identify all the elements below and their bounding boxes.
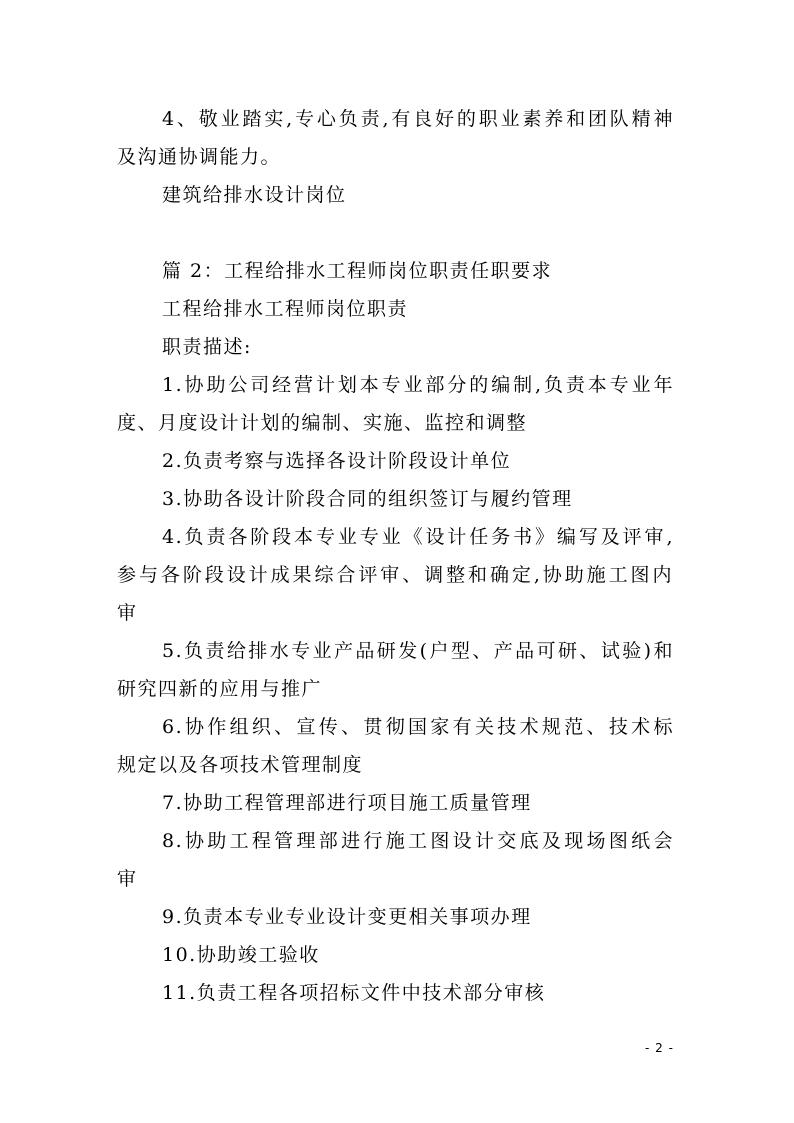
list-item: 2.负责考察与选择各设计阶段设计单位 bbox=[162, 450, 512, 472]
text-line: 参与各阶段设计成果综合评审、调整和确定,协助施工图内 bbox=[117, 564, 673, 586]
list-item: 9.负责本专业专业设计变更相关事项办理 bbox=[162, 906, 532, 928]
list-item: 8.协助工程管理部进行施工图设计交底及现场图纸会 bbox=[162, 830, 674, 852]
text-line: 建筑给排水设计岗位 bbox=[162, 184, 347, 206]
text-line: 规定以及各项技术管理制度 bbox=[117, 754, 364, 776]
text-line: 研究四新的应用与推广 bbox=[117, 678, 323, 700]
text-line: 审 bbox=[117, 602, 138, 624]
text-line: 审 bbox=[117, 868, 138, 890]
list-item: 3.协助各设计阶段合同的组织签订与履约管理 bbox=[162, 488, 573, 510]
text-line: 4、敬业踏实,专心负责,有良好的职业素养和团队精神 bbox=[162, 108, 674, 130]
text-line: 度、月度设计计划的编制、实施、监控和调整 bbox=[117, 412, 528, 434]
list-item: 1.协助公司经营计划本专业部分的编制,负责本专业年 bbox=[162, 374, 674, 396]
list-item: 11.负责工程各项招标文件中技术部分审核 bbox=[162, 982, 546, 1004]
list-item: 10.协助竣工验收 bbox=[162, 944, 320, 966]
sub-heading: 工程给排水工程师岗位职责 bbox=[162, 298, 409, 320]
page-number: - 2 - bbox=[645, 1041, 674, 1055]
text-line: 及沟通协调能力。 bbox=[117, 146, 282, 168]
list-item: 4.负责各阶段本专业专业《设计任务书》编写及评审, bbox=[162, 526, 674, 548]
text-line: 职责描述: bbox=[162, 336, 252, 358]
list-item: 7.协助工程管理部进行项目施工质量管理 bbox=[162, 792, 532, 814]
list-item: 6.协作组织、宣传、贯彻国家有关技术规范、技术标 bbox=[162, 716, 674, 738]
section-heading: 篇 2：工程给排水工程师岗位职责任职要求 bbox=[162, 260, 553, 282]
list-item: 5.负责给排水专业产品研发(户型、产品可研、试验)和 bbox=[162, 640, 674, 662]
